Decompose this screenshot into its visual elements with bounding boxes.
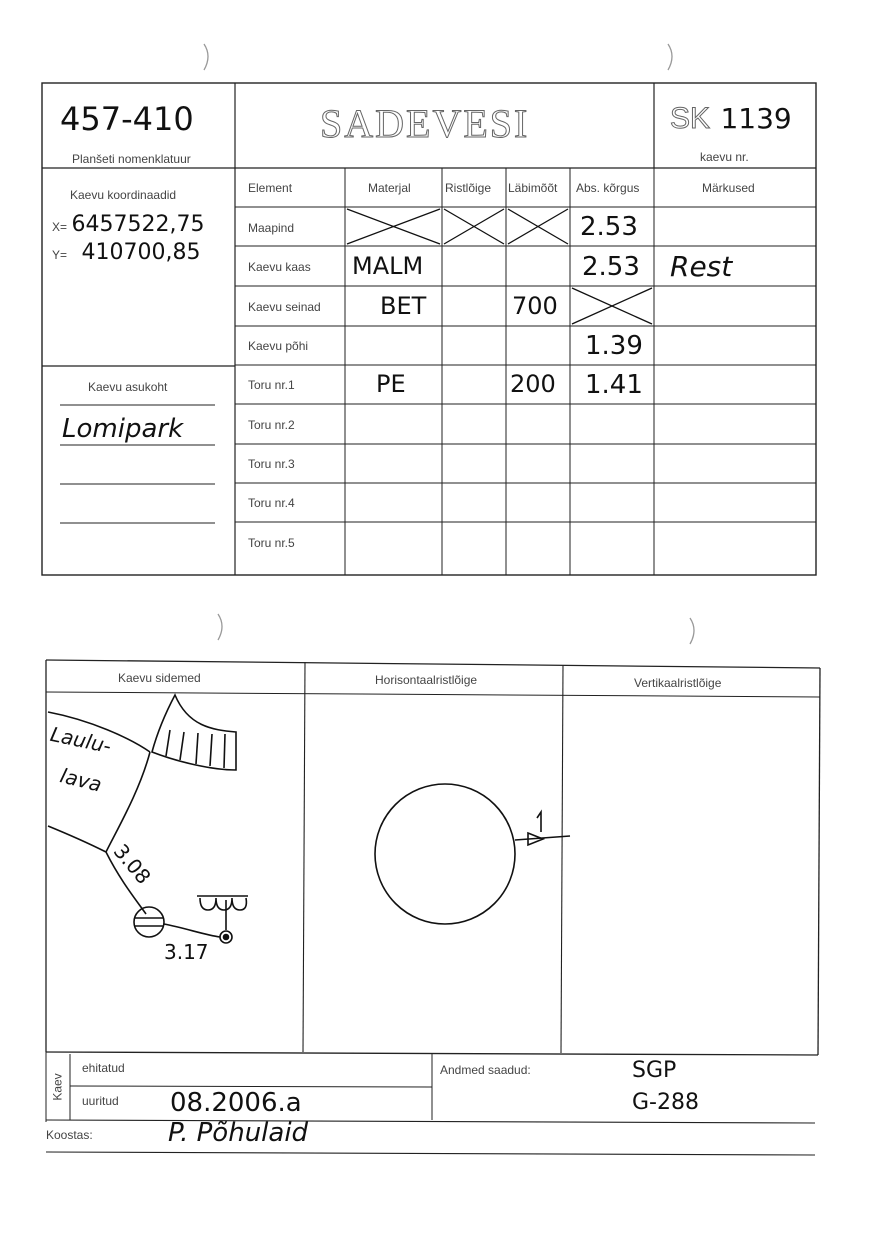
- coord-y: [52, 240, 200, 265]
- planset-label: Planšeti nomenklatuur: [72, 152, 191, 166]
- kaevu-prefix: SK: [670, 102, 711, 135]
- row-element: Toru nr.4: [248, 496, 295, 510]
- row-abs: 2.53: [582, 252, 640, 282]
- col-abs-korgus: Abs. kõrgus: [576, 181, 640, 195]
- col-materjal: Materjal: [368, 181, 411, 195]
- y-label: Y=: [52, 248, 68, 262]
- section-horisontaal: Horisontaalristlõige: [375, 673, 478, 687]
- row-materjal: PE: [376, 370, 406, 398]
- sketch-317: 3.17: [164, 940, 209, 964]
- andmed-label: Andmed saadud:: [440, 1063, 531, 1077]
- koostas-label: Koostas:: [46, 1128, 93, 1142]
- coord-x: [52, 212, 204, 237]
- sketch-laulu: Laulu-: [48, 721, 114, 759]
- pipe-number: [536, 800, 537, 801]
- row-element: Toru nr.1: [248, 378, 295, 392]
- coords-label: Kaevu koordinaadid: [70, 188, 177, 202]
- row-abs: 2.53: [580, 212, 638, 242]
- uuritud-value: 08.2006.a: [170, 1088, 302, 1118]
- x-label: X=: [52, 220, 68, 234]
- row-abs: 1.41: [585, 370, 643, 400]
- row-materjal: MALM: [352, 252, 424, 280]
- uuritud-label: uuritud: [82, 1094, 119, 1108]
- asukoht-label: Kaevu asukoht: [88, 380, 168, 394]
- page-title: SADEVESI: [320, 101, 530, 146]
- col-markused: Märkused: [702, 181, 755, 195]
- section-vertikaal: Vertikaalristlõige: [634, 676, 722, 690]
- section-sidemed: Kaevu sidemed: [118, 671, 201, 685]
- kaevu-value: 1139: [720, 102, 792, 135]
- sketch-lava: lava: [57, 763, 105, 797]
- kaevu-label: kaevu nr.: [700, 150, 749, 164]
- row-materjal: BET: [380, 292, 427, 320]
- row-element: Kaevu seinad: [248, 300, 321, 314]
- row-element: Toru nr.3: [248, 457, 295, 471]
- row-element: Kaevu põhi: [248, 339, 309, 353]
- row-labimoot: 700: [512, 292, 558, 320]
- y-value: 410700,85: [81, 240, 201, 265]
- col-labimoot: Läbimõõt: [508, 181, 558, 195]
- row-element: Kaevu kaas: [248, 260, 311, 274]
- sketch-308: 3.08: [108, 839, 156, 889]
- andmed-value-1: SGP: [632, 1058, 677, 1083]
- kaevu-number: [670, 102, 792, 136]
- ehitatud-label: ehitatud: [82, 1061, 125, 1075]
- row-element: Toru nr.5: [248, 536, 295, 550]
- asukoht-value: Lomipark: [62, 414, 184, 444]
- row-labimoot: 200: [510, 370, 556, 398]
- x-value: 6457522,75: [71, 212, 205, 237]
- row-abs: 1.39: [585, 331, 643, 361]
- row-element: Toru nr.2: [248, 418, 295, 432]
- andmed-value-2: G-288: [632, 1090, 699, 1115]
- row-element: Maapind: [248, 221, 295, 235]
- col-element: Element: [248, 181, 293, 195]
- col-ristloige: Ristlõige: [445, 181, 492, 195]
- kaev-label: Kaev: [50, 1073, 65, 1101]
- planset-value: 457-410: [60, 100, 194, 138]
- row-markused: Rest: [670, 250, 733, 283]
- koostas-value: P. Põhulaid: [168, 1118, 309, 1148]
